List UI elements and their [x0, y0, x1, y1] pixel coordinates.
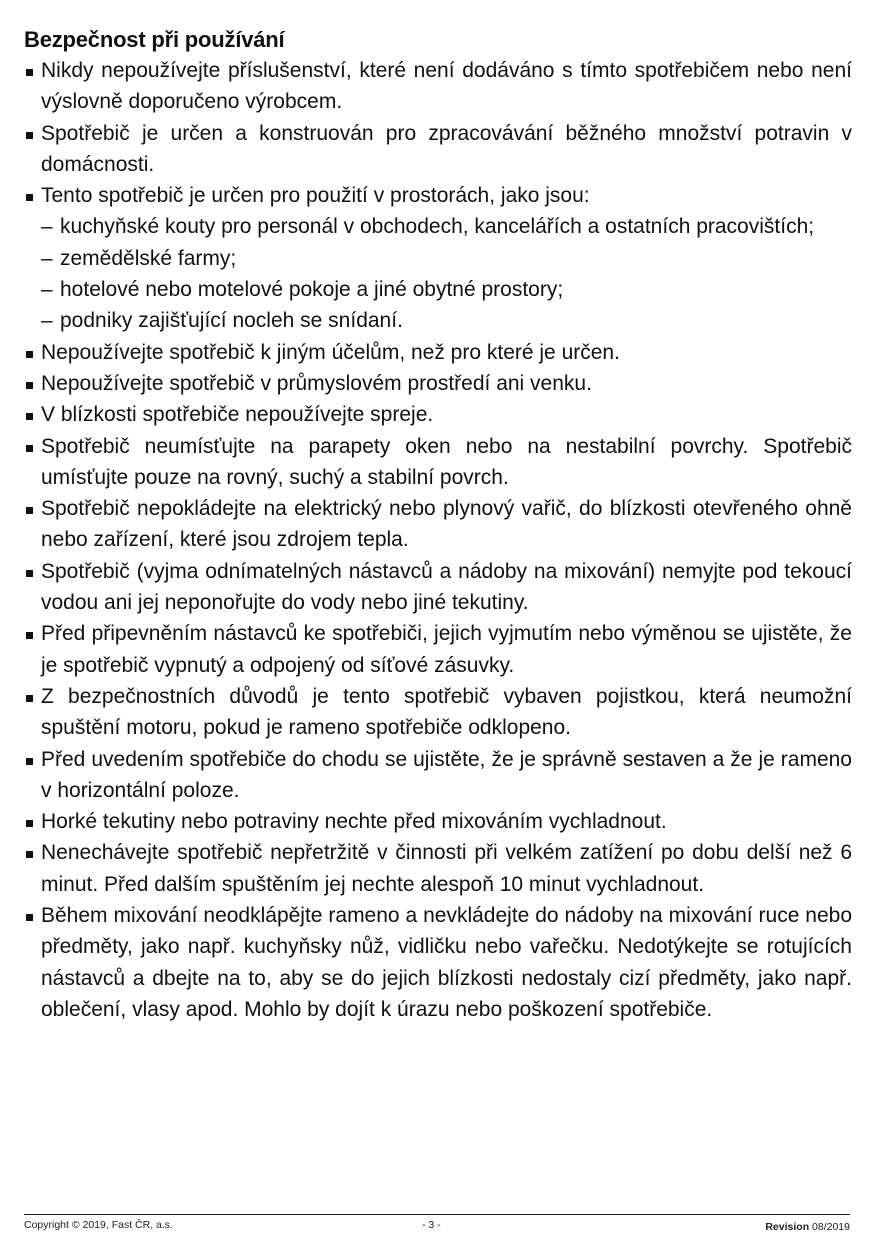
sub-list-item-text: hotelové nebo motelové pokoje a jiné obytné prostory; [60, 278, 564, 302]
list-item: Spotřebič neumísťujte na parapety oken nebo na nestabilní povrchy. Spotřebič umísťujte pouze na rovný, suchý a stabilní povrch. [24, 431, 852, 494]
sub-list [41, 211, 852, 336]
list-item: Před uvedením spotřebiče do chodu se ujistěte, že je správně sestaven a že je rameno v horizontální poloze. [24, 744, 852, 807]
dash-marker: – [41, 278, 53, 302]
list-item: Nepoužívejte spotřebič v průmyslovém prostředí ani venku. [24, 368, 852, 399]
copyright-text: Copyright © 2019, Fast ČR, a.s. [24, 1219, 173, 1231]
document-page [24, 24, 852, 1025]
list-item-with-sublist [24, 180, 852, 336]
list-item-text: Tento spotřebič je určen pro použití v prostorách, jako jsou: [41, 184, 590, 208]
sub-list-item [41, 274, 852, 305]
list-item: V blízkosti spotřebiče nepoužívejte spreje. [24, 399, 852, 430]
page-number: - 3 - [422, 1219, 441, 1231]
dash-marker: – [41, 309, 53, 333]
sub-list-item [41, 243, 852, 274]
list-item: Spotřebič nepokládejte na elektrický nebo plynový vařič, do blízkosti otevřeného ohně nebo zařízení, které jsou zdrojem tepla. [24, 493, 852, 556]
sub-list-item-text: zemědělské farmy; [60, 246, 237, 270]
list-item: Spotřebič je určen a konstruován pro zpracovávání běžného množství potravin v domácnosti. [24, 118, 852, 181]
list-item: Před připevněním nástavců ke spotřebiči, jejich vyjmutím nebo výměnou se ujistěte, že je spotřebič vypnutý a odpojený od síťové zásuvky. [24, 618, 852, 681]
list-item: Spotřebič (vyjma odnímatelných nástavců a nádoby na mixování) nemyjte pod tekoucí vodou ani jej neponořujte do vody nebo jiné tekutiny. [24, 556, 852, 619]
list-item: Během mixování neodklápějte rameno a nevkládejte do nádoby na mixování ruce nebo předměty, jako např. kuchyňsky nůž, vidličku nebo vařečku. Nedotýkejte se rotujících nástavců a dbejte na to, aby se do jejich blízkosti nedostaly cizí předměty, jako např. oblečení, vlasy apod. Mohlo by dojít k úrazu nebo poškození spotřebiče. [24, 900, 852, 1025]
revision-info [765, 1221, 850, 1233]
dash-marker: – [41, 215, 53, 239]
revision-value: 08/2019 [812, 1221, 850, 1233]
list-item: Nepoužívejte spotřebič k jiným účelům, než pro které je určen. [24, 337, 852, 368]
page-footer [24, 1214, 850, 1233]
list-item: Horké tekutiny nebo potraviny nechte před mixováním vychladnout. [24, 806, 852, 837]
revision-label: Revision [765, 1221, 810, 1233]
safety-list [24, 55, 852, 1025]
dash-marker: – [41, 246, 53, 270]
list-item: Z bezpečnostních důvodů je tento spotřebič vybaven pojistkou, která neumožní spuštění motoru, pokud je rameno spotřebiče odklopeno. [24, 681, 852, 744]
sub-list-item [41, 211, 852, 242]
section-heading: Bezpečnost při používání [24, 27, 285, 52]
sub-list-item-text: podniky zajišťující nocleh se snídaní. [60, 309, 403, 333]
sub-list-item-text: kuchyňské kouty pro personál v obchodech, kancelářích a ostatních pracovištích; [60, 215, 815, 239]
sub-list-item [41, 305, 852, 336]
list-item: Nenechávejte spotřebič nepřetržitě v činnosti při velkém zatížení po dobu delší než 6 minut. Před dalším spuštěním jej nechte alespoň 10 minut vychladnout. [24, 837, 852, 900]
list-item: Nikdy nepoužívejte příslušenství, které není dodáváno s tímto spotřebičem nebo není výslovně doporučeno výrobcem. [24, 55, 852, 118]
